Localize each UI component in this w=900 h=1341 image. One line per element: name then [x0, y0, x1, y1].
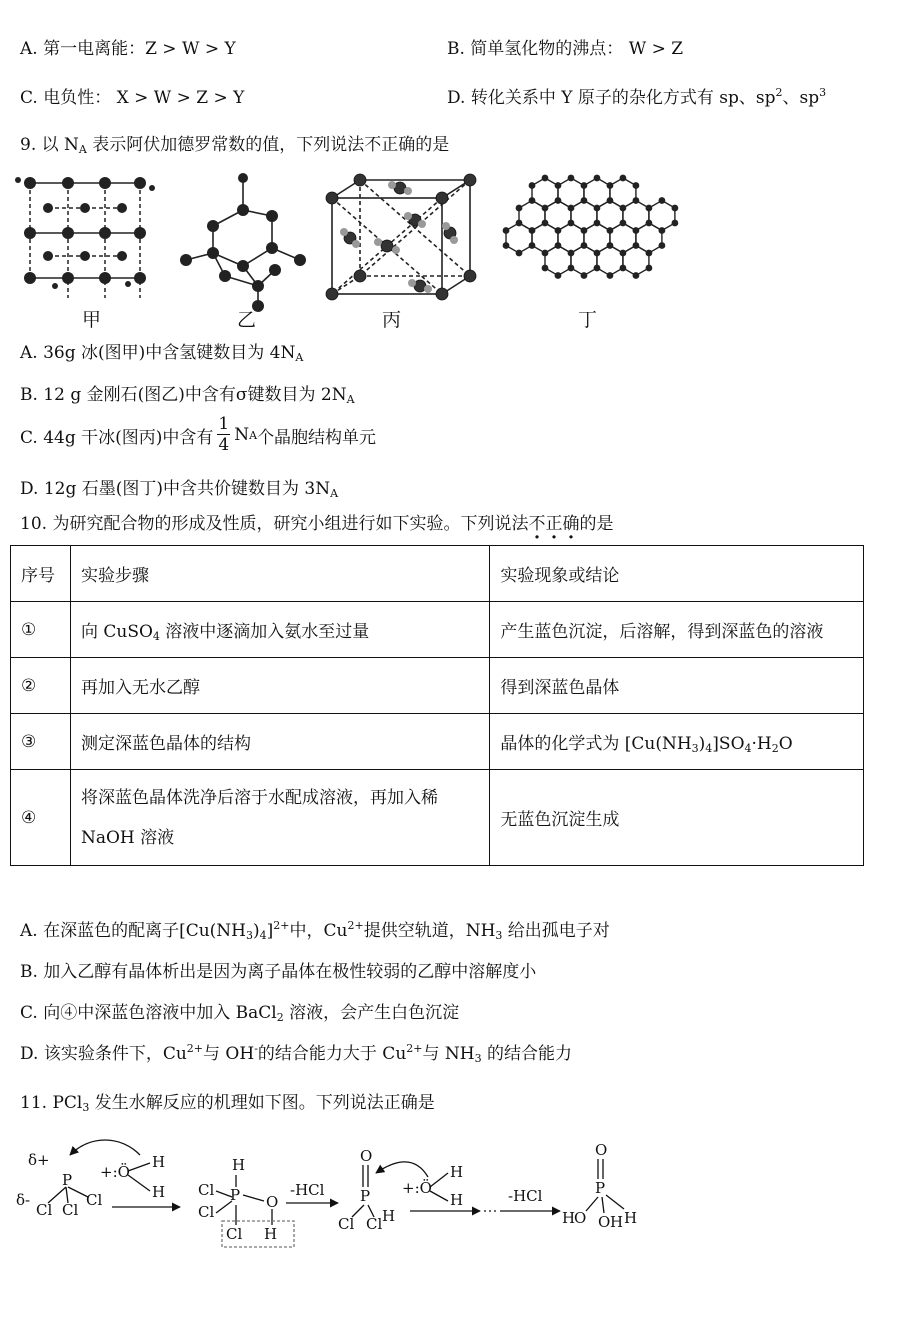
table-header-cell: 实验现象或结论 — [490, 546, 864, 602]
graphite-hexagon — [571, 246, 597, 276]
carbon-atom — [542, 250, 549, 257]
carbon-atom — [555, 182, 562, 189]
carbon-atom — [620, 265, 627, 272]
hydrogen-atom: H — [152, 1153, 166, 1171]
q11-stem: 11. PCl$_3$ 发生水解反应的机理如下图。下列说法正确是 — [20, 1093, 435, 1114]
result-cell: 无蓝色沉淀生成 — [490, 770, 864, 866]
carbon-atom — [568, 220, 575, 227]
carbon-atom — [620, 220, 627, 227]
table-row — [11, 658, 864, 714]
carbon-atom — [503, 227, 510, 234]
carbon-atom — [633, 272, 640, 279]
row-number: ② — [11, 658, 71, 714]
phosphorus-atom: P — [62, 1171, 73, 1189]
carbon-atom — [568, 205, 575, 212]
table-header-cell: 实验步骤 — [70, 546, 489, 602]
carbon-atom — [607, 227, 614, 234]
carbon-atom — [671, 220, 678, 227]
figure-label-ding: 丁 — [578, 309, 598, 331]
carbon-atom — [568, 265, 575, 272]
phosphorus-atom: P — [360, 1187, 371, 1205]
step-cell: 测定深蓝色晶体的结构 — [70, 714, 489, 770]
carbon-atom — [607, 197, 614, 204]
carbon-atom — [659, 197, 666, 204]
chlorine-atom: Cl — [366, 1215, 383, 1233]
result-cell: 晶体的化学式为 $[Cu(NH_3)_4]SO_4\cdot H_2O$ — [490, 714, 864, 770]
q10-option-b: B. 加入乙醇有晶体析出是因为离子晶体在极性较弱的乙醇中溶解度小 — [20, 962, 537, 982]
carbon-atom — [594, 175, 601, 182]
carbon-atom — [646, 205, 653, 212]
carbon-atom — [620, 175, 627, 182]
carbon-atom — [620, 250, 627, 257]
carbon-atom — [594, 250, 601, 257]
carbon-atom — [555, 197, 562, 204]
step-cell: 再加入无水乙醇 — [70, 658, 489, 714]
row-number: ① — [11, 602, 71, 658]
carbon-atom — [555, 227, 562, 234]
step-cell: 向 CuSO$_4$ 溶液中逐滴加入氨水至过量 — [70, 602, 489, 658]
chlorine-atom: Cl — [198, 1203, 215, 1221]
q8-option-a: A. 第一电离能：Z > W > Y — [20, 39, 236, 59]
row-number: ③ — [11, 714, 71, 770]
oxygen-atom: O — [360, 1147, 373, 1165]
figure-label-jia: 甲 — [82, 309, 102, 331]
result-cell: 产生蓝色沉淀，后溶解，得到深蓝色的溶液 — [490, 602, 864, 658]
row-number: ④ — [11, 770, 71, 866]
minus-hcl-label: -HCl — [290, 1181, 325, 1199]
result-cell: 得到深蓝色晶体 — [490, 658, 864, 714]
q10-option-d: D. 该实验条件下，$Cu^{2+}$与 OH-的结合能力大于 $Cu^{2+}$与 $NH_3$ 的结合能力 — [20, 1042, 573, 1065]
carbon-atom — [568, 250, 575, 257]
carbon-atom — [503, 242, 510, 249]
carbon-atom — [594, 220, 601, 227]
carbon-atom — [646, 250, 653, 257]
chlorine-atom: Cl — [198, 1181, 215, 1199]
oxygen-atom: O — [598, 1213, 611, 1231]
minus-hcl-label: -HCl — [508, 1187, 543, 1205]
carbon-atom — [581, 227, 588, 234]
q10-stem: 10. 为研究配合物的形成及性质，研究小组进行如下实验。下列说法不正确的是 — [20, 514, 614, 534]
carbon-atom — [633, 242, 640, 249]
chlorine-atom: Cl — [36, 1201, 53, 1219]
carbon-atom — [529, 227, 536, 234]
water-oxygen: +:Ö — [100, 1163, 130, 1181]
oxygen-atom: O — [266, 1193, 279, 1211]
ice-structure-diagram — [30, 183, 140, 298]
carbon-atom — [529, 242, 536, 249]
q8-option-c: C. 电负性： X > W > Z > Y — [20, 88, 245, 108]
carbon-atom — [568, 175, 575, 182]
chlorine-atom: Cl — [62, 1201, 79, 1219]
carbon-atom — [607, 272, 614, 279]
carbon-atom — [581, 197, 588, 204]
carbon-atom — [516, 220, 523, 227]
carbon-atom — [594, 265, 601, 272]
crystal-structures-figure — [10, 158, 710, 338]
hydrogen-atom: H — [610, 1213, 624, 1231]
table-row — [11, 602, 864, 658]
table-row — [11, 770, 864, 866]
chlorine-atom: Cl — [226, 1225, 243, 1243]
graphite-hexagon — [506, 223, 532, 253]
carbon-atom — [516, 205, 523, 212]
q9-option-a: A. 36g 冰(图甲)中含氢键数目为 $4N_A$ — [20, 343, 304, 364]
carbon-atom — [646, 265, 653, 272]
carbon-atom — [542, 175, 549, 182]
hydrogen-atom: H — [382, 1207, 396, 1225]
carbon-atom — [555, 272, 562, 279]
delta-plus-label: δ+ — [28, 1151, 50, 1169]
carbon-atom — [607, 182, 614, 189]
table-row — [11, 714, 864, 770]
carbon-atom — [633, 182, 640, 189]
carbon-atom — [581, 272, 588, 279]
chlorine-atom: Cl — [338, 1215, 355, 1233]
q8-option-b: B. 简单氢化物的沸点： W > Z — [447, 39, 684, 59]
carbon-atom — [659, 227, 666, 234]
graphite-hexagon — [623, 246, 649, 276]
carbon-atom — [633, 227, 640, 234]
oxygen-atom: O — [574, 1209, 587, 1227]
carbon-atom — [646, 220, 653, 227]
q10-option-a: A. 在深蓝色的配离子$[Cu(NH_3)_4]^{2+}$中，$Cu^{2+}$提供空轨道，$NH_3$ 给出孤电子对 — [20, 919, 610, 942]
carbon-atom — [529, 182, 536, 189]
carbon-atom — [659, 242, 666, 249]
carbon-atom — [671, 205, 678, 212]
table-header-cell: 序号 — [11, 546, 71, 602]
q9-option-b: B. 12 g 金刚石(图乙)中含有σ键数目为 $2N_A$ — [20, 385, 355, 406]
phosphorus-atom: P — [595, 1179, 606, 1197]
step-cell: 将深蓝色晶体洗净后溶于水配成溶液，再加入稀 NaOH 溶液 — [70, 770, 489, 866]
hydrogen-atom: H — [232, 1156, 246, 1174]
hydrogen-atom: H — [264, 1225, 278, 1243]
carbon-atom — [529, 197, 536, 204]
water-oxygen: +:Ö — [402, 1179, 432, 1197]
table-header-row — [11, 546, 864, 602]
graphite-hexagon — [597, 246, 623, 276]
carbon-atom — [633, 197, 640, 204]
carbon-atom — [594, 205, 601, 212]
figure-label-bing: 丙 — [382, 309, 402, 331]
carbon-atom — [542, 265, 549, 272]
chlorine-atom: Cl — [86, 1191, 103, 1209]
carbon-atom — [607, 242, 614, 249]
hydrogen-atom: H — [562, 1209, 576, 1227]
carbon-atom — [555, 242, 562, 249]
carbon-atom — [581, 182, 588, 189]
phosphorus-atom: P — [230, 1186, 241, 1204]
carbon-atom — [620, 205, 627, 212]
graphite-layer-diagram — [506, 178, 675, 276]
hydrogen-atom: H — [450, 1163, 464, 1181]
experiment-table — [10, 545, 864, 866]
q9-option-c: C. 44g 干冰(图丙)中含有 $\frac{1}{4}$ N A 个晶胞结构单元 — [20, 414, 377, 455]
carbon-atom — [542, 220, 549, 227]
q9-stem: 9. 以 $N_A$ 表示阿伏加德罗常数的值，下列说法不正确的是 — [20, 135, 450, 156]
q8-option-d: D. 转化关系中 Y 原子的杂化方式有 sp、$sp^2$、$sp^3$ — [447, 86, 827, 108]
carbon-atom — [542, 205, 549, 212]
oxygen-atom: O — [595, 1141, 608, 1159]
hydrogen-atom: H — [450, 1191, 464, 1209]
graphite-hexagon — [545, 246, 571, 276]
q9-option-d: D. 12g 石墨(图丁)中含共价键数目为 $3N_A$ — [20, 479, 339, 500]
fraction-one-quarter: $\frac{1}{4}$ — [218, 414, 230, 455]
q10-option-c: C. 向④中深蓝色溶液中加入 BaCl$_2$ 溶液，会产生白色沉淀 — [20, 1003, 460, 1024]
hydrogen-atom: H — [624, 1209, 638, 1227]
diamond-structure-diagram — [186, 178, 300, 306]
hydrogen-atom: H — [152, 1183, 166, 1201]
carbon-atom — [581, 242, 588, 249]
carbon-atom — [516, 250, 523, 257]
figure-label-yi: 乙 — [237, 309, 257, 331]
delta-minus-label: δ- — [16, 1191, 31, 1209]
pcl3-hydrolysis-mechanism — [10, 1125, 670, 1265]
